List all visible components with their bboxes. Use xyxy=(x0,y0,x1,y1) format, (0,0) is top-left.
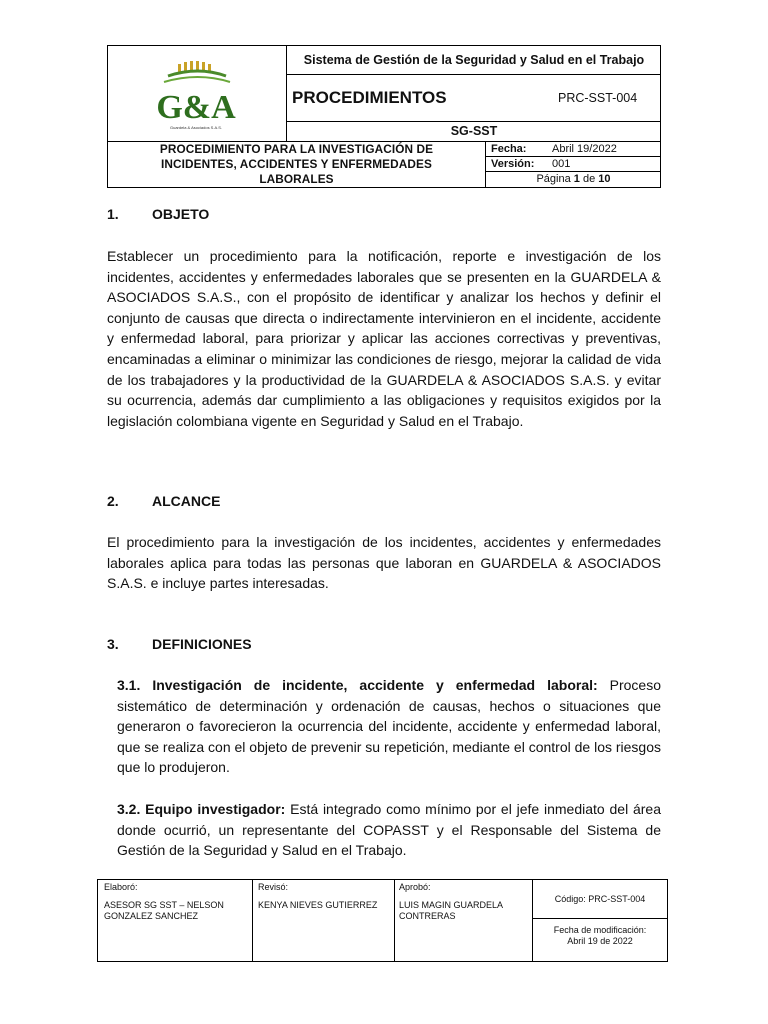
company-logo xyxy=(108,46,286,141)
page-total: 10 xyxy=(598,173,611,185)
fecha-value: Abril 19/2022 xyxy=(552,143,617,155)
procedure-name xyxy=(108,142,485,188)
definition-text: Proceso sistemático de determinación y ordenación de causas, hechos o situaciones que generaron o favorecieron la ocurrencia del incidente, accidente y enfermedad laboral, que se realiza con el objeto de prevenir su repetición, mediante el control de los riesgos que lo produjeron. xyxy=(117,677,661,776)
footer-divider-v1 xyxy=(252,880,253,961)
footer-divider-h1 xyxy=(532,918,667,919)
alcance-paragraph: El procedimiento para la investigación de los incidentes, accidentes y enfermedades laborales aplica para todas las personas que laboran en GUARDELA & ASOCIADOS S.A.S. e incluye partes interesadas. xyxy=(107,534,661,592)
page-number xyxy=(486,172,661,187)
reviso-label: Revisó: xyxy=(258,882,289,892)
footer-reviso xyxy=(258,882,392,911)
logo-icon xyxy=(108,46,286,141)
page-prefix: Página xyxy=(536,173,571,185)
fecha-mod-value: Abril 19 de 2022 xyxy=(567,936,633,946)
svg-text:G&A: G&A xyxy=(156,89,236,126)
section-heading-definiciones xyxy=(107,636,252,652)
section-number: 2. xyxy=(107,493,119,509)
page-current: 1 xyxy=(573,173,580,185)
definition-3-2 xyxy=(117,799,661,861)
section-title: ALCANCE xyxy=(152,493,221,509)
version-row xyxy=(486,157,661,172)
section-number: 1. xyxy=(107,206,119,222)
objeto-paragraph: Establecer un procedimiento para la notificación, reporte e investigación de los incidentes, accidentes y enfermedades laborales que se presenten en la GUARDELA & ASOCIADOS S.A.S., con el propósito de identificar y analizar los hechos y definir el conjunto de causas que directa o indirectamente intervinieron en el incidente, accidente y enfermedad laboral, para priorizar y aplicar las acciones correctivas y preventivas, encaminadas a eliminar o minimizar las condiciones de riesgo, mejorar la calidad de vida de los trabajadores y la productividad de la GUARDELA & ASOCIADOS S.A.S. y evitar su ocurrencia, además dar cumplimiento a las obligaciones y requisitos exigidos por la legislación colombiana vigente en Seguridad y Salud en el Trabajo. xyxy=(107,248,661,429)
elaboro-label: Elaboró: xyxy=(104,882,138,892)
fecha-row xyxy=(486,142,661,157)
section-number: 3. xyxy=(107,636,119,652)
footer-codigo: Código: PRC-SST-004 xyxy=(554,894,646,904)
aprobo-label: Aprobó: xyxy=(399,882,431,892)
document-header-table xyxy=(107,45,661,188)
svg-text:Guardela & Asociados S.A.S.: Guardela & Asociados S.A.S. xyxy=(169,125,223,130)
section-heading-objeto xyxy=(107,206,209,222)
footer-fecha-modificacion xyxy=(533,925,667,947)
definition-term: 3.2. Equipo investigador: xyxy=(117,801,286,817)
procedure-name-line: INCIDENTES, ACCIDENTES Y ENFERMEDADES xyxy=(161,157,432,171)
section-title: DEFINICIONES xyxy=(152,636,252,652)
program-label: SG-SST xyxy=(450,124,498,138)
fecha-label: Fecha: xyxy=(491,143,527,155)
procedure-name-line: PROCEDIMIENTO PARA LA INVESTIGACIÓN DE xyxy=(159,142,434,156)
footer-aprobo xyxy=(399,882,529,922)
reviso-value: KENYA NIEVES GUTIERREZ xyxy=(258,900,378,910)
footer-divider-v3 xyxy=(532,880,533,961)
document-code: PRC-SST-004 xyxy=(558,91,638,105)
document-footer-table xyxy=(97,879,668,962)
header-divider-h1 xyxy=(286,74,661,75)
fecha-mod-label: Fecha de modificación: xyxy=(553,925,647,935)
page-of: de xyxy=(582,173,596,185)
definition-term: 3.1. Investigación de incidente, accidente y enfermedad laboral: xyxy=(117,677,598,693)
aprobo-value: LUIS MAGIN GUARDELA CONTRERAS xyxy=(399,900,503,921)
definition-3-1 xyxy=(117,675,661,778)
section-heading-alcance xyxy=(107,493,220,509)
footer-elaboro xyxy=(104,882,250,922)
system-title: Sistema de Gestión de la Seguridad y Salud en el Trabajo xyxy=(303,53,645,67)
version-value: 001 xyxy=(552,158,571,170)
version-label: Versión: xyxy=(491,158,535,170)
definition-text: Está integrado como mínimo por el jefe inmediato del área donde ocurrió, un representante del COPASST y el Responsable del Sistema de Gestión de la Seguridad y Salud en el Trabajo. xyxy=(117,801,662,859)
procedure-name-line: LABORALES xyxy=(259,172,334,186)
footer-divider-v2 xyxy=(394,880,395,961)
section-title: OBJETO xyxy=(152,206,210,222)
elaboro-value: ASESOR SG SST – NELSON GONZALEZ SANCHEZ xyxy=(104,900,224,921)
section-title: PROCEDIMIENTOS xyxy=(292,88,447,107)
